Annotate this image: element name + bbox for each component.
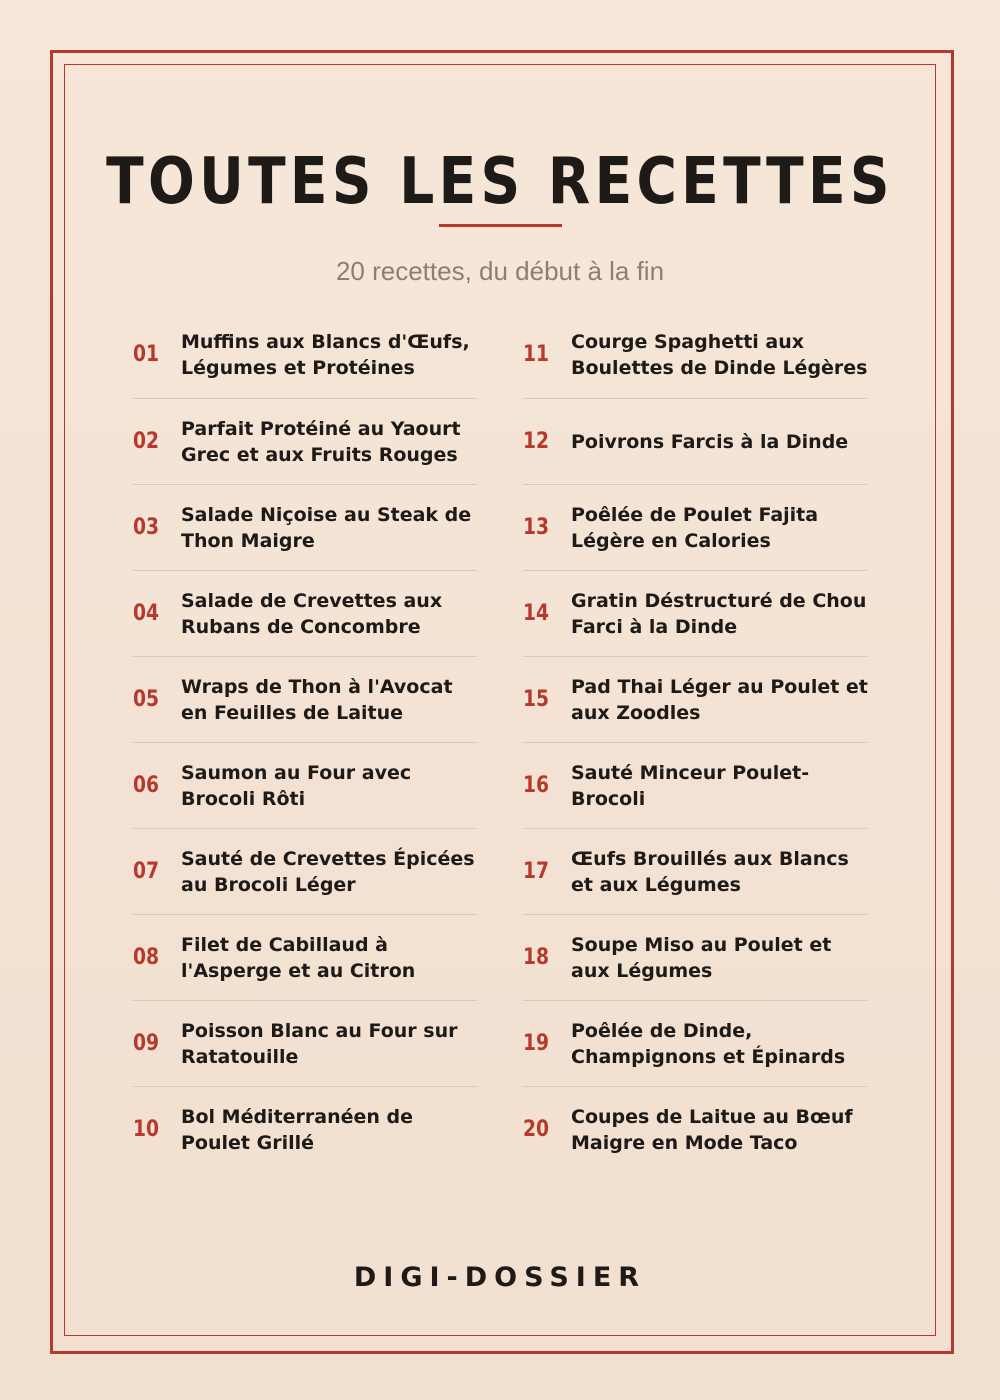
recipe-number: 20 [523,1117,550,1142]
recipe-name: Soupe Miso au Poulet et aux Légumes [571,934,832,982]
recipe-name: Œufs Brouillés aux Blancs et aux Légumes [571,848,849,896]
recipe-number: 15 [523,687,550,712]
recipe-name: Salade de Crevettes aux Rubans de Concombre [181,590,443,638]
recipe-item [523,828,867,914]
recipe-item [523,742,867,828]
recipe-number: 11 [523,342,550,367]
recipe-item [133,484,477,570]
recipe-number: 06 [133,773,160,798]
recipe-name: Sauté de Crevettes Épicées au Brocoli Léger [181,848,475,896]
recipe-item [523,914,867,1000]
recipe-item [133,1000,477,1086]
recipe-number: 07 [133,859,160,884]
recipe-number: 03 [133,515,160,540]
recipe-number: 16 [523,773,550,798]
recipe-item [523,484,867,570]
brand-footer: DIGI-DOSSIER [353,1262,647,1293]
recipe-name: Sauté Minceur Poulet-Brocoli [571,762,810,810]
recipe-item [133,312,477,398]
recipe-item [523,1000,867,1086]
recipe-name: Wraps de Thon à l'Avocat en Feuilles de Laitue [181,676,453,724]
recipe-number: 19 [523,1031,550,1056]
recipe-name: Gratin Déstructuré de Chou Farci à la Dinde [571,590,867,638]
recipe-number: 02 [133,429,160,454]
page-subtitle: 20 recettes, du début à la fin [335,256,665,286]
recipe-item [133,398,477,484]
recipe-name: Parfait Protéiné au Yaourt Grec et aux Fruits Rouges [181,418,461,466]
recipe-item [523,1086,867,1172]
recipe-item [133,914,477,1000]
recipe-number: 10 [133,1117,160,1142]
recipe-item [133,1086,477,1172]
recipe-name: Salade Niçoise au Steak de Thon Maigre [181,504,472,552]
title-underline [439,224,562,227]
recipe-name: Poivrons Farcis à la Dinde [571,431,849,453]
recipe-item [523,312,867,398]
recipe-name: Muffins aux Blancs d'Œufs, Légumes et Protéines [181,331,470,379]
recipe-item [133,570,477,656]
recipe-item [133,828,477,914]
recipe-number: 14 [523,601,550,626]
recipe-name: Saumon au Four avec Brocoli Rôti [181,762,412,810]
recipe-name: Bol Méditerranéen de Poulet Grillé [181,1106,414,1154]
recipe-name: Filet de Cabillaud à l'Asperge et au Citron [181,934,416,982]
recipe-number: 05 [133,687,160,712]
recipe-number: 18 [523,945,550,970]
recipe-number: 17 [523,859,550,884]
recipe-item [133,742,477,828]
recipe-item [523,398,867,484]
recipe-name: Coupes de Laitue au Bœuf Maigre en Mode Taco [571,1106,853,1154]
recipe-name: Courge Spaghetti aux Boulettes de Dinde Légères [571,331,868,379]
recipe-number: 09 [133,1031,160,1056]
recipe-name: Poisson Blanc au Four sur Ratatouille [181,1020,458,1068]
recipe-name: Poêlée de Poulet Fajita Légère en Calories [571,504,819,552]
recipe-number: 08 [133,945,160,970]
recipe-list-right [523,312,867,1172]
recipe-item [523,570,867,656]
recipe-number: 01 [133,342,160,367]
page-title: TOUTES LES RECETTES [106,145,894,219]
recipe-item [523,656,867,742]
recipe-number: 13 [523,515,550,540]
recipe-number: 12 [523,429,550,454]
recipe-item [133,656,477,742]
recipe-name: Poêlée de Dinde, Champignons et Épinards [571,1020,846,1068]
recipe-list-left [133,312,477,1172]
recipe-number: 04 [133,601,160,626]
recipe-name: Pad Thai Léger au Poulet et aux Zoodles [571,676,868,724]
